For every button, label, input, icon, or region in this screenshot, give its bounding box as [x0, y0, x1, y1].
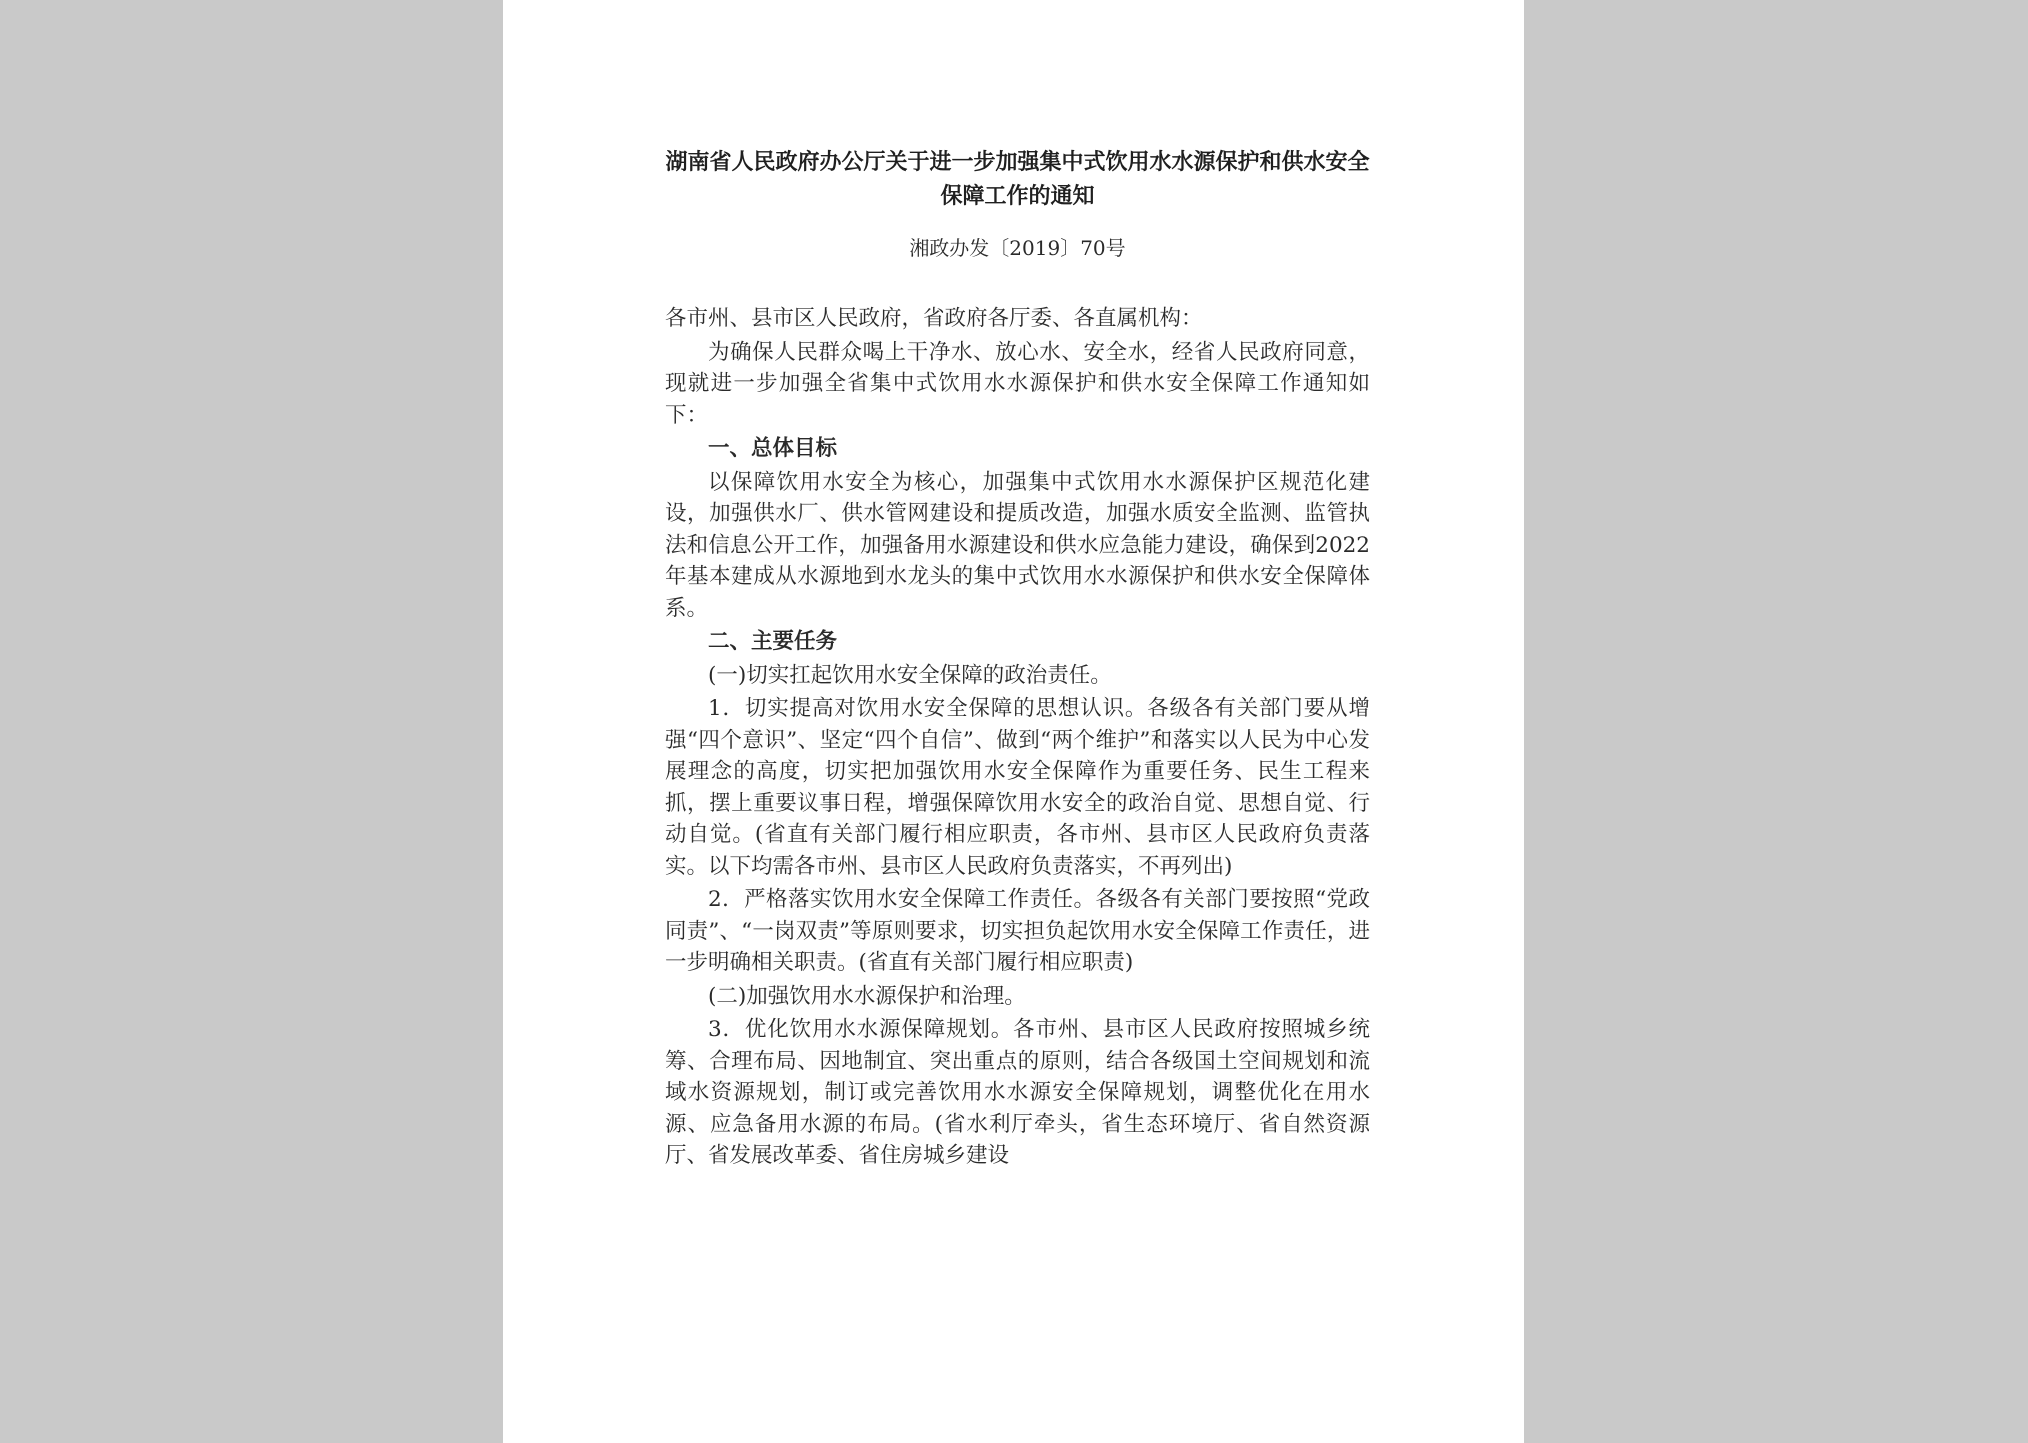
task-item-1: 1．切实提高对饮用水安全保障的思想认识。各级各有关部门要从增强“四个意识”、坚定“四个自信”、做到“两个维护”和落实以人民为中心发展理念的高度，切实把加强饮用水安全保障作为重要任务、民生工程来抓，摆上重要议事日程，增强保障饮用水安全的政治自觉、思想自觉、行动自觉。(省直有关部门履行相应职责，各市州、县市区人民政府负责落实。以下均需各市州、县市区人民政府负责落实，不再列出)	[665, 696, 1370, 879]
document-page	[503, 0, 1524, 1443]
section-heading-tasks: 二、主要任务	[708, 629, 838, 654]
addressee: 各市州、县市区人民政府，省政府各厅委、各直属机构：	[665, 306, 1203, 331]
document-number: 湘政办发〔2019〕70号	[909, 236, 1126, 260]
task-item-2: 2．严格落实饮用水安全保障工作责任。各级各有关部门要按照“党政同责”、“一岗双责”等原则要求，切实担负起饮用水安全保障工作责任，进一步明确相关职责。(省直有关部门履行相应职责)	[665, 887, 1370, 975]
document-title: 湖南省人民政府办公厅关于进一步加强集中式饮用水水源保护和供水安全保障工作的通知	[665, 149, 1370, 209]
intro-paragraph: 为确保人民群众喝上干净水、放心水、安全水，经省人民政府同意，现就进一步加强全省集中式饮用水水源保护和供水安全保障工作通知如下：	[665, 339, 1370, 428]
section-heading-goals: 一、总体目标	[708, 436, 838, 461]
task-item-3: 3．优化饮用水水源保障规划。各市州、县市区人民政府按照城乡统筹、合理布局、因地制宜、突出重点的原则，结合各级国土空间规划和流域水资源规划，制订或完善饮用水水源安全保障规划，调整优化在用水源、应急备用水源的布局。(省水利厅牵头，省生态环境厅、省自然资源厅、省发展改革委、省住房城乡建设	[665, 1017, 1370, 1168]
subsection-heading-1: (一)切实扛起饮用水安全保障的政治责任。	[708, 662, 1112, 688]
document-content	[665, 145, 1370, 1174]
section-body-goals: 以保障饮用水安全为核心，加强集中式饮用水水源保护区规范化建设，加强供水厂、供水管网建设和提质改造，加强水质安全监测、监管执法和信息公开工作，加强备用水源建设和供水应急能力建设，确保到2022年基本建成从水源地到水龙头的集中式饮用水水源保护和供水安全保障体系。	[665, 469, 1370, 621]
subsection-heading-2: (二)加强饮用水水源保护和治理。	[708, 983, 1026, 1009]
